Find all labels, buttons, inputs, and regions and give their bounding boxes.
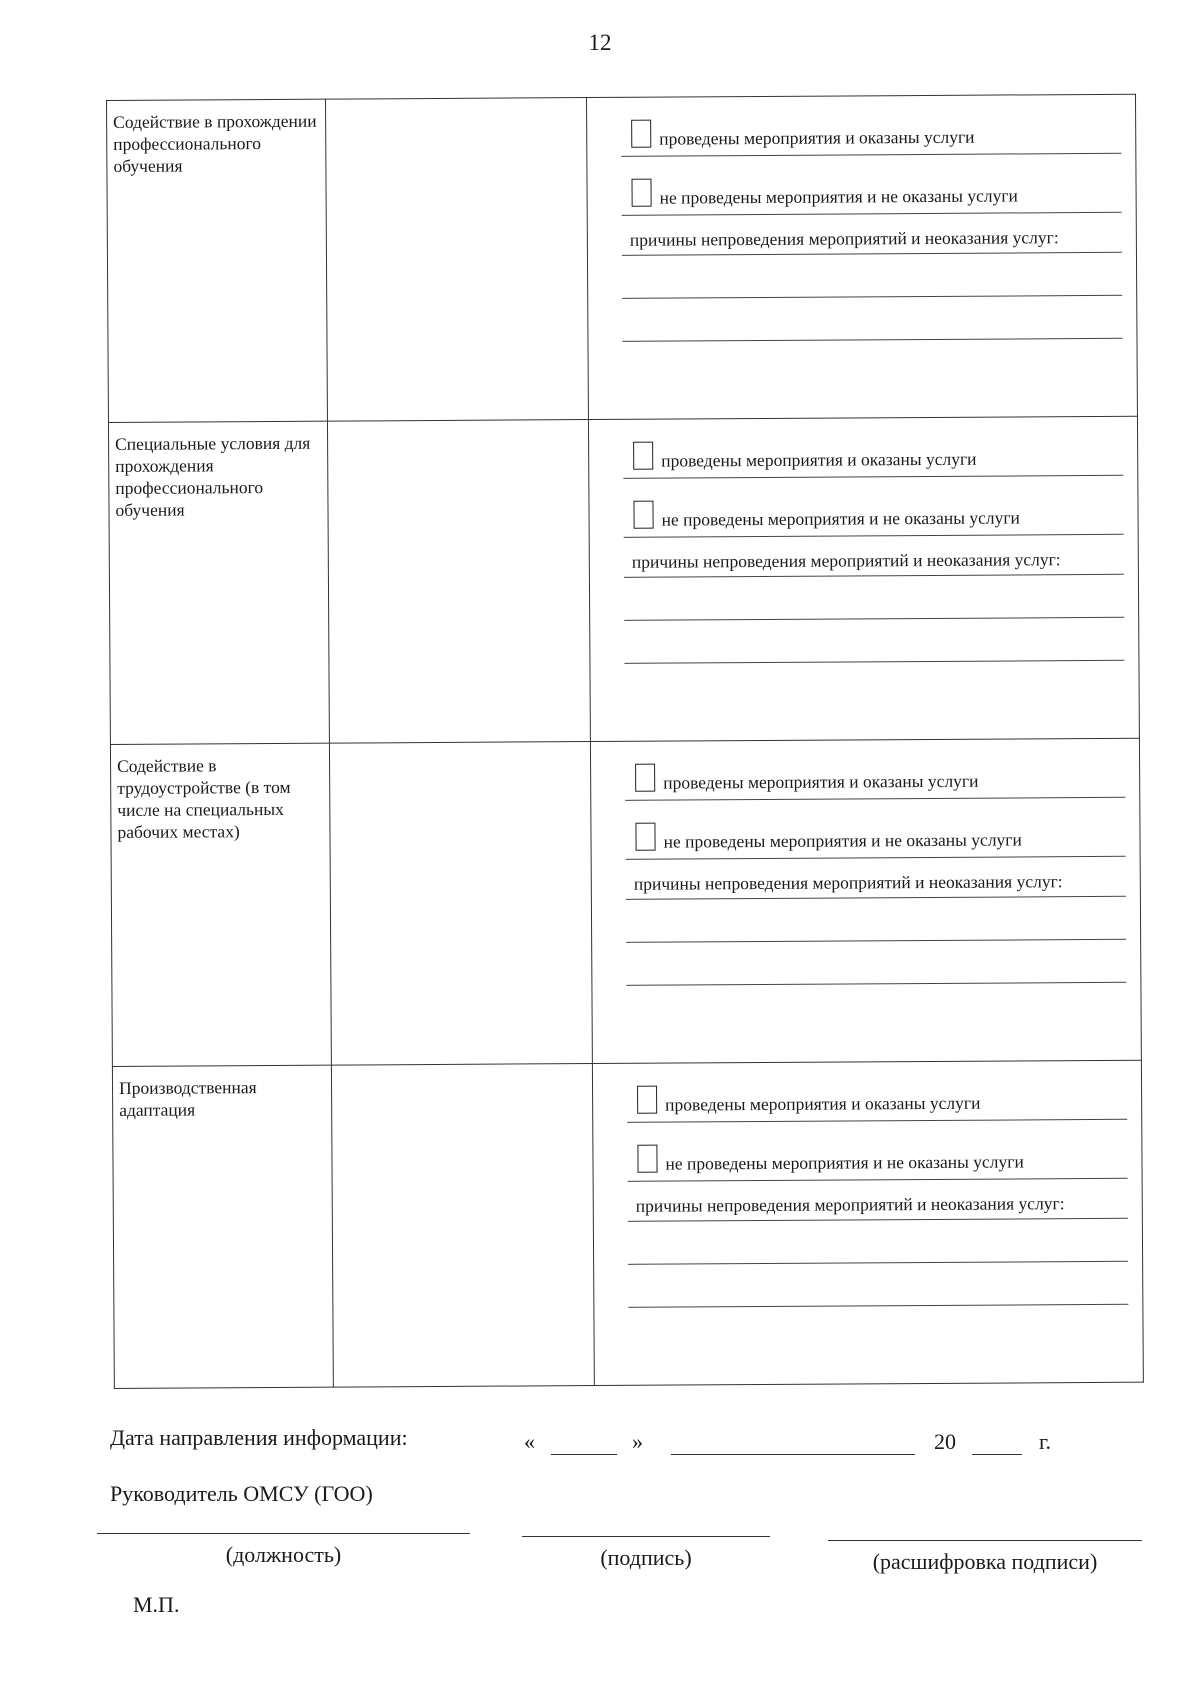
date-fill (524, 1429, 1051, 1455)
reason-line[interactable] (628, 1262, 1128, 1308)
checkbox-done[interactable] (637, 1086, 657, 1114)
option-not-done (621, 164, 1121, 216)
input-cell[interactable] (331, 1064, 594, 1388)
reason-line[interactable] (624, 575, 1124, 621)
checkbox-not-done[interactable] (633, 501, 653, 529)
option-not-done (623, 486, 1123, 538)
reason-label: причины непроведения мероприятий и неоказания услуг: (622, 223, 1122, 256)
option-done (625, 749, 1125, 801)
reason-line[interactable] (626, 940, 1126, 986)
checkbox-not-done[interactable] (637, 1145, 657, 1173)
reason-line[interactable] (624, 618, 1124, 664)
reason-line[interactable] (628, 1219, 1128, 1265)
date-label: Дата направления информации: (110, 1425, 408, 1450)
year-suffix: г. (1039, 1429, 1052, 1454)
head-label: Руководитель ОМСУ (ГОО) (110, 1481, 373, 1506)
stamp-label: М.П. (133, 1592, 180, 1617)
table-row (107, 94, 1138, 422)
checkbox-done[interactable] (635, 764, 655, 792)
table-row (110, 738, 1141, 1066)
services-table (106, 94, 1144, 1389)
quote-open: « (524, 1429, 535, 1454)
reason-label: причины непроведения мероприятий и неоказания услуг: (628, 1189, 1128, 1222)
input-cell[interactable] (327, 420, 590, 744)
row-label-cell (107, 99, 328, 422)
row-label: Содействие в трудоустройстве (в том числе на специальных рабочих местах) (117, 755, 291, 842)
option-done (627, 1071, 1127, 1123)
checkbox-done[interactable] (633, 442, 653, 470)
checkbox-not-done[interactable] (631, 179, 651, 207)
status-cell (590, 738, 1141, 1063)
reason-label: причины непроведения мероприятий и неоказания услуг: (624, 545, 1124, 578)
option-not-done-label: не проведены мероприятия и не оказаны услуги (663, 829, 1022, 852)
status-cell (588, 416, 1139, 741)
option-not-done (627, 1130, 1127, 1182)
row-label: Специальные условия для прохождения профессионального обучения (115, 432, 311, 520)
position-line[interactable] (97, 1533, 470, 1534)
row-label-cell (110, 743, 331, 1066)
year-field[interactable] (972, 1434, 1022, 1455)
input-cell[interactable] (325, 98, 588, 422)
position-caption: (должность) (225, 1542, 342, 1567)
option-not-done (625, 808, 1125, 860)
option-done-label: проведены мероприятия и оказаны услуги (659, 126, 975, 149)
year-prefix: 20 (934, 1429, 956, 1454)
reason-line[interactable] (626, 897, 1126, 943)
option-done-label: проведены мероприятия и оказаны услуги (661, 448, 977, 471)
table-row (112, 1060, 1143, 1388)
row-label-cell (112, 1065, 333, 1388)
option-done-label: проведены мероприятия и оказаны услуги (663, 770, 979, 793)
reason-line[interactable] (622, 253, 1122, 299)
option-not-done-label: не проведены мероприятия и не оказаны услуги (659, 185, 1018, 208)
month-field[interactable] (671, 1434, 915, 1455)
checkbox-not-done[interactable] (635, 823, 655, 851)
row-label: Производственная адаптация (118, 1077, 257, 1120)
option-done (623, 427, 1123, 479)
decoding-line[interactable] (828, 1540, 1142, 1541)
input-cell[interactable] (329, 742, 592, 1066)
option-not-done-label: не проведены мероприятия и не оказаны услуги (661, 507, 1020, 530)
option-not-done-label: не проведены мероприятия и не оказаны услуги (665, 1151, 1024, 1174)
signature-caption: (подпись) (600, 1545, 692, 1570)
option-done (621, 105, 1121, 157)
signature-line[interactable] (522, 1536, 770, 1537)
reason-label: причины непроведения мероприятий и неоказания услуг: (626, 867, 1126, 900)
row-label-cell (108, 421, 329, 744)
checkbox-done[interactable] (631, 120, 651, 148)
status-cell (586, 94, 1137, 419)
page-number: 12 (588, 30, 612, 55)
table-row (108, 416, 1139, 744)
reason-line[interactable] (622, 296, 1122, 342)
status-cell (592, 1060, 1143, 1385)
option-done-label: проведены мероприятия и оказаны услуги (665, 1092, 981, 1115)
day-field[interactable] (551, 1434, 617, 1455)
quote-close: » (632, 1429, 643, 1454)
decoding-caption: (расшифровка подписи) (872, 1549, 1098, 1574)
row-label: Содействие в прохождении профессионального обучения (113, 110, 317, 176)
